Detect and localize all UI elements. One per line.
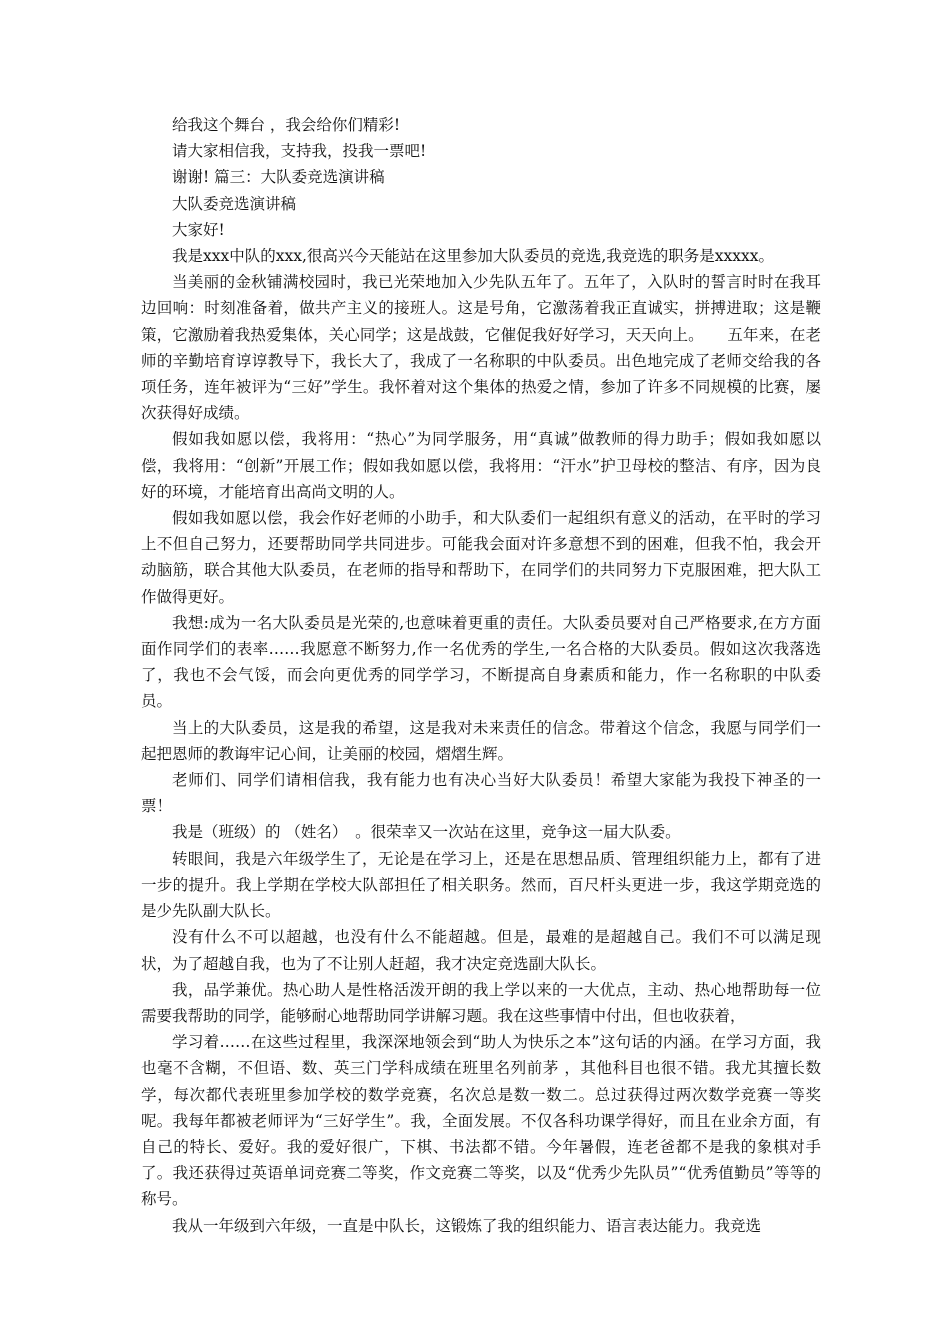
greeting: 大家好!: [172, 220, 225, 239]
paragraph: 转眼间，我是六年级学生了，无论是在学习上，还是在思想品质、管理组织能力上，都有了进一步的提升。我上学期在学校大队部担任了相关职务。然而，百尺杆头更进一步，我这学期竞选的是少先队副大队长。: [141, 849, 821, 921]
paragraph: 假如我如愿以偿，我会作好老师的小助手，和大队委们一起组织有意义的活动，在平时的学习上不但自己努力，还要帮助同学共同进步。可能我会面对许多意想不到的困难，但我不怕，我会开动脑筋，联合其他大队委员，在老师的指导和帮助下，在同学们的共同努力下克服困难，把大队工作做得更好。: [141, 509, 821, 606]
document-page: [141, 112, 821, 1239]
paragraph: 给我这个舞台 ，我会给你们精彩!: [172, 116, 401, 134]
paragraph: 我，品学兼优。热心助人是性格活泼开朗的我上学以来的一大优点，主动、热心地帮助每一位需要我帮助的同学，能够耐心地帮助同学讲解习题。我在这些事情中付出，但也收获着，: [141, 980, 821, 1025]
paragraph: 没有什么不可以超越，也没有什么不能超越。但是，最难的是超越自己。我们不可以满足现状，为了超越自我，也为了不让别人赶超，我才决定竞选副大队长。: [141, 928, 821, 973]
section-title: 大队委竞选演讲稿: [172, 194, 297, 213]
paragraph: 请大家相信我，支持我，投我一票吧!: [172, 142, 427, 161]
paragraph: 谢谢! 篇三：大队委竞选演讲稿: [172, 168, 385, 187]
paragraph: 我是（班级）的 （姓名） 。很荣幸又一次站在这里，竞争这一届大队委。: [172, 823, 681, 842]
paragraph: 我想:成为一名大队委员是光荣的,也意味着更重的责任。大队委员要对自己严格要求,在方方面面作同学们的表率……我愿意不断努力,作一名优秀的学生,一名合格的大队委员。假如这次我落选了，我也不会气馁，而会向更优秀的同学学习，不断提高自身素质和能力，作一名称职的中队委员。: [141, 613, 821, 711]
paragraph: 我是xxx中队的xxx,很高兴今天能站在这里参加大队委员的竞选,我竞选的职务是xxxxx。: [172, 247, 775, 266]
paragraph: 我从一年级到六年级，一直是中队长，这锻炼了我的组织能力、语言表达能力。我竞选: [172, 1216, 762, 1235]
paragraph: 假如我如愿以偿，我将用：“热心”为同学服务，用“真诚”做教师的得力助手；假如我如愿以偿，我将用：“创新”开展工作；假如我如愿以偿，我将用：“汗水”护卫母校的整洁、有序，因为良好的环境，才能培育出高尚文明的人。: [141, 430, 821, 501]
paragraph: 当美丽的金秋铺满校园时，我已光荣地加入少先队五年了。五年了，入队时的誓言时时在我耳边回响：时刻准备着，做共产主义的接班人。这是号角，它激荡着我正直诚实，拼搏进取；这是鞭策，它激励着我热爱集体，关心同学；这是战鼓，它催促我好好学习，天天向上。 五年来，在老师的辛勤培育谆谆教导下，我长大了，我成了一名称职的中队委员。出色地完成了老师交给我的各项任务，连年被评为“三好”学生。我怀着对这个集体的热爱之情，参加了许多不同规模的比赛，屡次获得好成绩。: [141, 273, 821, 423]
paragraph: 当上的大队委员，这是我的希望，这是我对未来责任的信念。带着这个信念，我愿与同学们一起把恩师的教诲牢记心间，让美丽的校园，熠熠生辉。: [141, 718, 821, 763]
paragraph: 学习着……在这些过程里，我深深地领会到“助人为快乐之本”这句话的内涵。在学习方面，我也毫不含糊，不但语、数、英三门学科成绩在班里名列前茅 ，其他科目也很不错。我尤其擅长数学，每次都代表班里参加学校的数学竞赛，名次总是数一数二。总过获得过两次数学竞赛一等奖呢。我每年都被老师评为“三好学生”。我，全面发展。不仅各科功课学得好，而且在业余方面，有自己的特长、爱好。我的爱好很广，下棋、书法都不错。今年暑假，连老爸都不是我的象棋对手了。我还获得过英语单词竞赛二等奖，作文竞赛二等奖，以及“优秀少先队员”“优秀值勤员”等等的称号。: [141, 1033, 821, 1209]
paragraph: 老师们、同学们请相信我，我有能力也有决心当好大队委员！希望大家能为我投下神圣的一票！: [141, 771, 821, 816]
